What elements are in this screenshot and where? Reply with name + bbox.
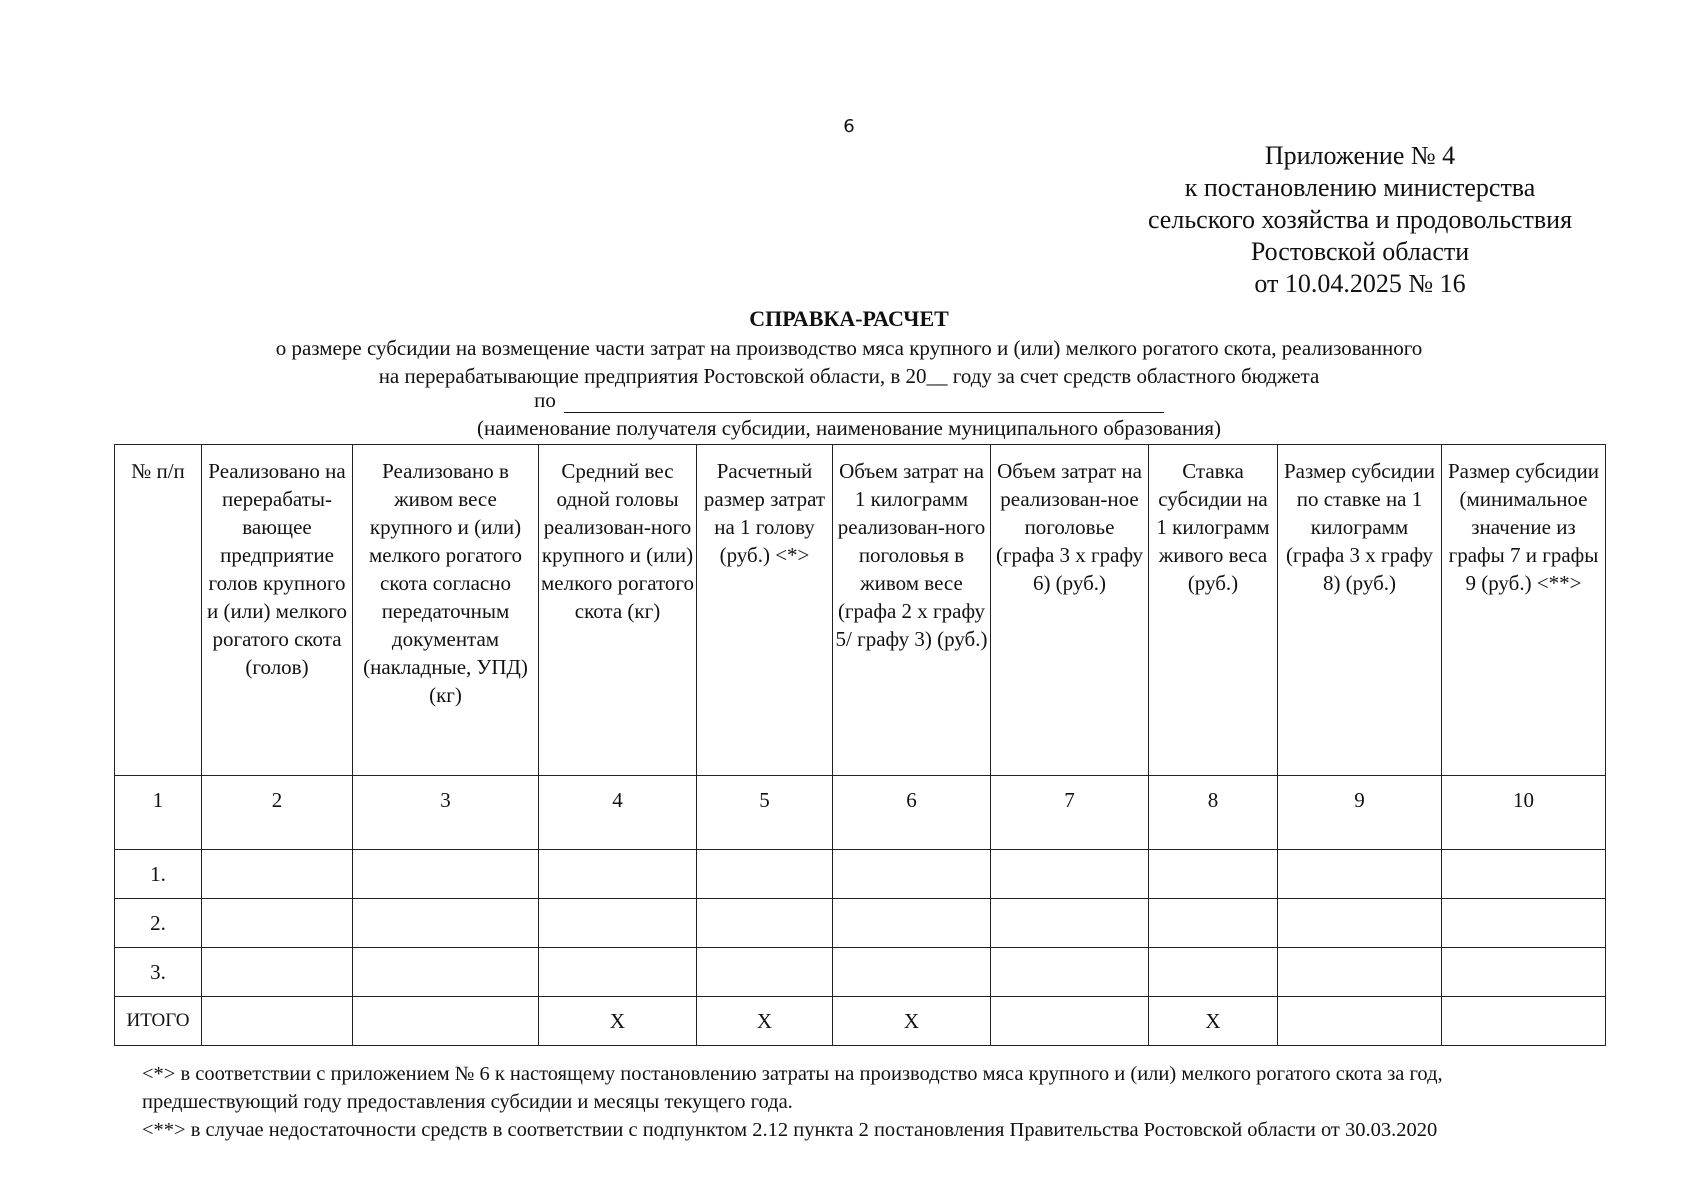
footnote-line: предшествующий году предоставления субсидии и месяцы текущего года. — [142, 1091, 793, 1113]
total-cell: X — [539, 997, 697, 1046]
column-number: 8 — [1149, 776, 1278, 850]
col-header: Объем затрат на реализован-ное поголовье (графа 3 х графу 6) (руб.) — [991, 445, 1149, 776]
recipient-blank — [564, 392, 1164, 413]
column-number: 2 — [202, 776, 353, 850]
col-header: Расчетный размер затрат на 1 голову (руб.) <*> — [697, 445, 833, 776]
appendix-block — [1100, 140, 1620, 300]
table-cell — [539, 948, 697, 997]
column-number: 10 — [1442, 776, 1606, 850]
column-number: 6 — [833, 776, 991, 850]
total-label: ИТОГО — [115, 997, 202, 1046]
table-cell: 2. — [115, 899, 202, 948]
table-row — [115, 850, 1606, 899]
total-cell — [353, 997, 539, 1046]
table-cell — [833, 899, 991, 948]
header-row — [115, 445, 1606, 776]
table-cell — [1442, 948, 1606, 997]
table-cell — [202, 899, 353, 948]
table-cell — [1149, 850, 1278, 899]
column-number-row — [115, 776, 1606, 850]
table-cell — [539, 899, 697, 948]
col-header: Реализовано в живом весе крупного и (или) мелкого рогатого скота согласно передаточным документам (накладные, УПД) (кг) — [353, 445, 539, 776]
recipient-prefix: по — [534, 388, 556, 412]
table-cell — [202, 850, 353, 899]
total-row — [115, 997, 1606, 1046]
appendix-line: Приложение № 4 — [1264, 141, 1456, 170]
appendix-line: сельского хозяйства и продовольствия — [1147, 205, 1573, 234]
table-cell — [991, 899, 1149, 948]
column-number: 4 — [539, 776, 697, 850]
table-cell: 3. — [115, 948, 202, 997]
col-header: № п/п — [115, 445, 202, 776]
col-header: Реализовано на перерабаты-вающее предприятие голов крупного и (или) мелкого рогатого скота (голов) — [202, 445, 353, 776]
appendix-line: от 10.04.2025 № 16 — [1254, 269, 1466, 298]
total-cell — [202, 997, 353, 1046]
subtitle-line: о размере субсидии на возмещение части затрат на производство мяса крупного и (или) мелкого рогатого скота, реализованного — [275, 336, 1423, 360]
total-cell — [991, 997, 1149, 1046]
recipient-note: (наименование получателя субсидии, наименование муниципального образования) — [476, 416, 1222, 440]
table-cell — [1278, 948, 1442, 997]
table-cell — [1149, 899, 1278, 948]
document-subtitle — [0, 334, 1698, 390]
total-cell — [1278, 997, 1442, 1046]
column-number: 9 — [1278, 776, 1442, 850]
appendix-line: к постановлению министерства — [1184, 173, 1536, 202]
footnote-line: <**> в случае недостаточности средств в соответствии с подпунктом 2.12 пункта 2 постановления Правительства Ростовской области от 30.03.2020 — [142, 1119, 1438, 1141]
table-cell — [353, 948, 539, 997]
table-cell — [833, 850, 991, 899]
appendix-line: Ростовской области — [1250, 237, 1470, 266]
table-cell — [991, 850, 1149, 899]
table-cell — [1149, 948, 1278, 997]
total-cell: X — [1149, 997, 1278, 1046]
subtitle-line: на перерабатывающие предприятия Ростовской области, в 20__ году за счет средств областного бюджета — [378, 364, 1320, 388]
table-cell: 1. — [115, 850, 202, 899]
table-cell — [1278, 899, 1442, 948]
calculation-table — [114, 444, 1606, 1046]
table-cell — [202, 948, 353, 997]
column-number: 7 — [991, 776, 1149, 850]
table-cell — [1442, 850, 1606, 899]
total-cell: X — [833, 997, 991, 1046]
col-header: Размер субсидии (минимальное значение из графы 7 и графы 9 (руб.) <**> — [1442, 445, 1606, 776]
table-cell — [991, 948, 1149, 997]
table-cell — [539, 850, 697, 899]
total-cell: X — [697, 997, 833, 1046]
footnote-line: <*> в соответствии с приложением № 6 к настоящему постановлению затраты на производство мяса крупного и (или) мелкого рогатого скота за год, — [142, 1063, 1443, 1085]
table-row — [115, 948, 1606, 997]
table-cell — [697, 899, 833, 948]
table-cell — [697, 850, 833, 899]
footnotes — [142, 1060, 1642, 1144]
document-title: СПРАВКА-РАСЧЕТ — [749, 306, 949, 331]
col-header: Объем затрат на 1 килограмм реализован-ного поголовья в живом весе (графа 2 х графу 5/ графу 3) (руб.) — [833, 445, 991, 776]
column-number: 5 — [697, 776, 833, 850]
column-number: 3 — [353, 776, 539, 850]
col-header: Размер субсидии по ставке на 1 килограмм (графа 3 х графу 8) (руб.) — [1278, 445, 1442, 776]
table-cell — [1442, 899, 1606, 948]
table-cell — [1278, 850, 1442, 899]
table-cell — [833, 948, 991, 997]
table-cell — [353, 850, 539, 899]
total-cell — [1442, 997, 1606, 1046]
col-header: Средний вес одной головы реализован-ного крупного и (или) мелкого рогатого скота (кг) — [539, 445, 697, 776]
recipient-line — [0, 388, 1698, 413]
table-cell — [697, 948, 833, 997]
column-number: 1 — [115, 776, 202, 850]
table-cell — [353, 899, 539, 948]
table-row — [115, 899, 1606, 948]
col-header: Ставка субсидии на 1 килограмм живого веса (руб.) — [1149, 445, 1278, 776]
page-number: 6 — [843, 116, 855, 137]
